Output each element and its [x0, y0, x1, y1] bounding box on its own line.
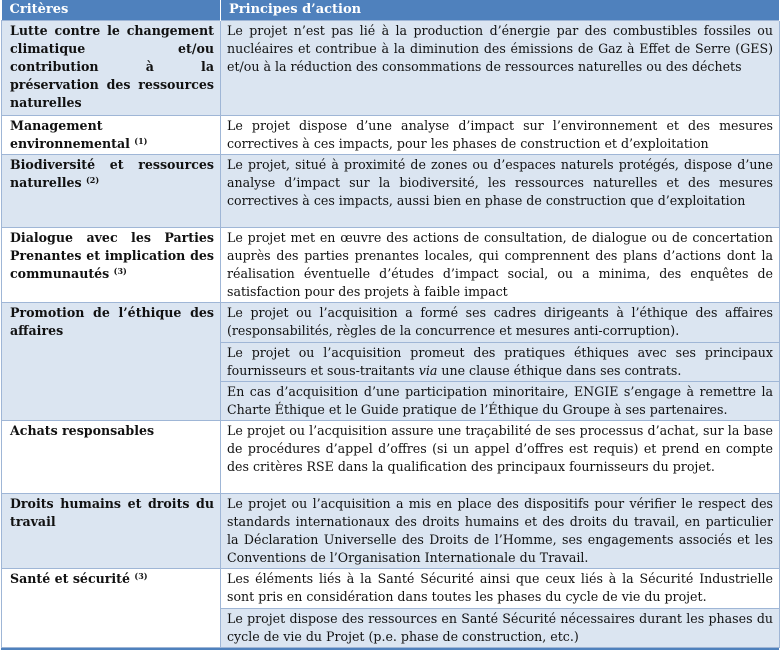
principle-cell: Les éléments liés à la Santé Sécurité ainsi que ceux liés à la Sécurité Industrielle sont pris en considération dans toutes les phases du cycle de vie du projet.	[221, 569, 780, 609]
table-row	[2, 569, 780, 609]
table-row	[2, 228, 780, 303]
table-row	[2, 21, 780, 116]
principle-cell: Le projet ou l’acquisition promeut des pratiques éthiques avec ses principaux fournisseurs et sous-traitants via une clause éthique dans ses contrats.	[221, 343, 780, 382]
criterion-cell: Achats responsables	[2, 421, 221, 494]
table-row	[2, 303, 780, 343]
criterion-cell: Promotion de l’éthique des affaires	[2, 303, 221, 421]
principle-cell: Le projet, situé à proximité de zones ou d’espaces naturels protégés, dispose d’une analyse d’impact sur la biodiversité, les ressources naturelles et des mesures correctives à ces impacts, aussi bien en phase de construction que d’exploitation	[221, 155, 780, 228]
principle-cell: Le projet ou l’acquisition a mis en place des dispositifs pour vérifier le respect des standards internationaux des droits humains et des droits du travail, en particulier la Déclaration Universelle des Droits de l’Homme, ses engagements associés et les Conventions de l’Organisation Internationale du Travail.	[221, 494, 780, 569]
criterion-cell: Droits humains et droits du travail	[2, 494, 221, 569]
criterion-cell: Dialogue avec les Parties Prenantes et implication des communautés $^{(3)}$	[2, 228, 221, 303]
principle-cell: En cas d’acquisition d’une participation minoritaire, ENGIE s’engage à remettre la Charte Éthique et le Guide pratique de l’Éthique du Groupe à ses partenaires.	[221, 382, 780, 421]
criterion-cell: Management environnemental $^{(1)}$	[2, 116, 221, 155]
header-criteria: Critères	[2, 0, 221, 21]
table-row	[2, 421, 780, 494]
principle-cell: Le projet dispose d’une analyse d’impact sur l’environnement et des mesures correctives à ces impacts, pour les phases de construction et d’exploitation	[221, 116, 780, 155]
principle-cell: Le projet n’est pas lié à la production d’énergie par des combustibles fossiles ou nucléaires et contribue à la diminution des émissions de Gaz à Effet de Serre (GES) et/ou à la réduction des consommations de ressources naturelles ou des déchets	[221, 21, 780, 116]
criterion-cell: Santé et sécurité $^{(3)}$	[2, 569, 221, 648]
table-footer-line	[1, 648, 779, 658]
table-row	[2, 155, 780, 228]
principle-cell: Le projet ou l’acquisition assure une traçabilité de ses processus d’achat, sur la base de procédures d’appel d’offres (si un appel d’offres est requis) et prend en compte des critères RSE dans la qualification des principaux fournisseurs du projet.	[221, 421, 780, 494]
header-principles: Principes d’action	[221, 0, 780, 21]
principle-cell: Le projet dispose des ressources en Santé Sécurité nécessaires durant les phases du cycle de vie du Projet (p.e. phase de construction, etc.)	[221, 609, 780, 648]
criterion-cell: Lutte contre le changement climatique et/ou contribution à la préservation des ressources naturelles	[2, 21, 221, 116]
table-row	[2, 116, 780, 155]
principle-cell: Le projet met en œuvre des actions de consultation, de dialogue ou de concertation auprès des parties prenantes locales, qui comprennent des plans d’actions dont la réalisation éventuelle d’études d’impact social, ou a minima, des enquêtes de satisfaction pour des projets à faible impact	[221, 228, 780, 303]
principle-cell: Le projet ou l’acquisition a formé ses cadres dirigeants à l’éthique des affaires (responsabilités, règles de la concurrence et mesures anti-corruption).	[221, 303, 780, 343]
table-header-row	[2, 0, 780, 21]
criteria-table	[1, 0, 780, 648]
criterion-cell: Biodiversité et ressources naturelles $^{(2)}$	[2, 155, 221, 228]
table-row	[2, 494, 780, 569]
